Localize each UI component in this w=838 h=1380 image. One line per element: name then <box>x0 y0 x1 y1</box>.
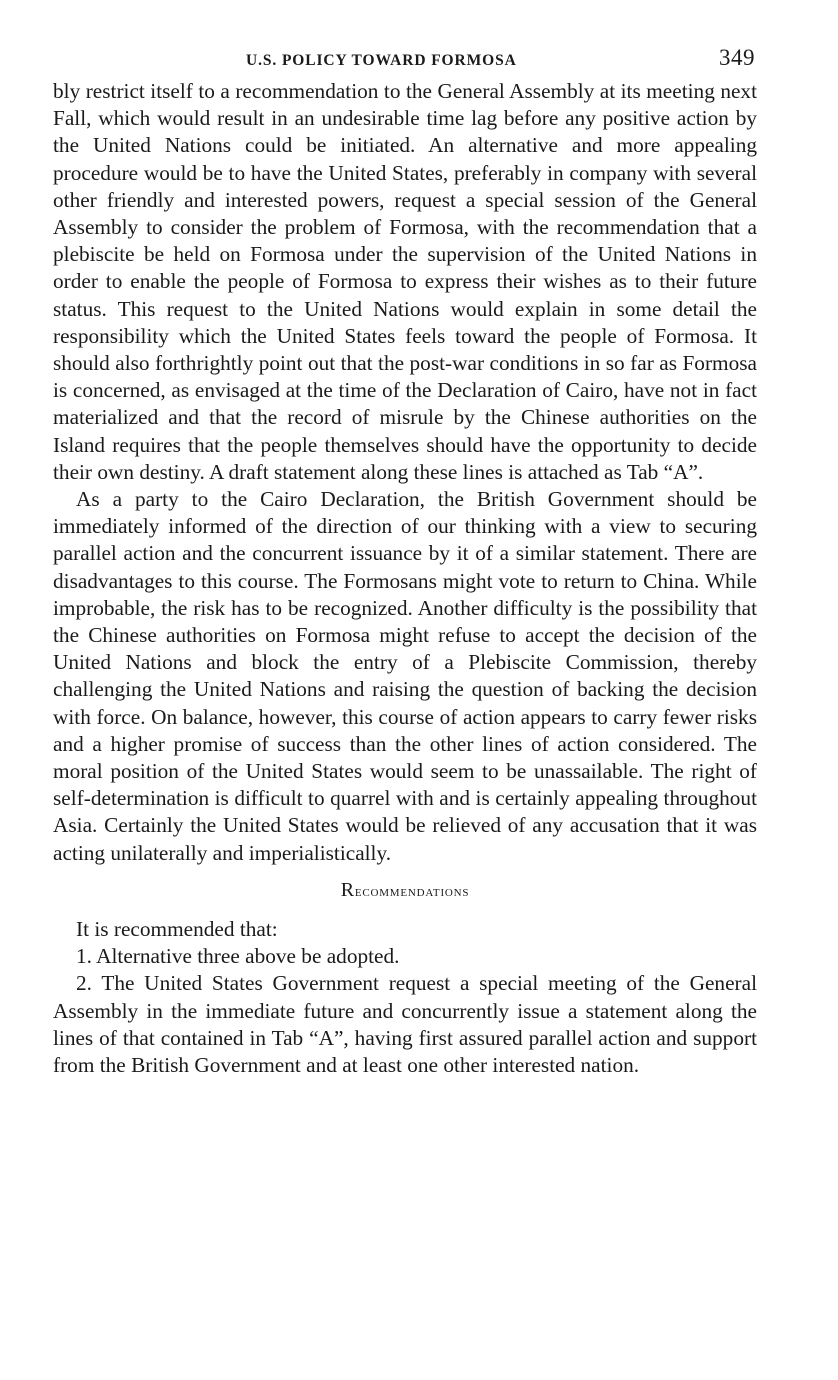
body-paragraph-1: bly restrict itself to a recommendation to the General Assembly at its meeting next Fall, which would result in an undesirable time lag before any positive action by the United Nations could be initiated. An alternative and more appealing procedure would be to have the United States, preferably in company with several other friendly and interested powers, request a special session of the General Assembly to consider the problem of Formosa, with the recommendation that a plebiscite be held on Formosa under the supervision of the United Nations in order to enable the people of Formosa to express their wishes as to their future status. This request to the United Nations would explain in some detail the responsibility which the United States feels toward the people of Formosa. It should also forthrightly point out that the post-war conditions in so far as Formosa is concerned, as envisaged at the time of the Declaration of Cairo, have not in fact materialized and that the record of misrule by the Chinese authorities on the Island requires that the people themselves should have the opportunity to decide their own destiny. A draft statement along these lines is attached as Tab “A”. <box>53 79 757 484</box>
recommendations-heading <box>53 880 757 902</box>
recommendations-intro: It is recommended that: <box>76 916 278 941</box>
document-page <box>53 44 757 1079</box>
running-head <box>53 44 757 78</box>
running-title: U.S. POLICY TOWARD FORMOSA <box>246 52 517 69</box>
recommendation-item-1: 1. Alternative three above be adopted. <box>76 944 400 969</box>
body-paragraph-2: As a party to the Cairo Declaration, the British Government should be immediately informed of the direction of our thinking with a view to securing parallel action and the concurrent issuance by it of a similar statement. There are disadvantages to this course. The Formosans might vote to return to China. While improbable, the risk has to be recognized. Another difficulty is the possibility that the Chinese authorities on Formosa might refuse to accept the decision of the United Nations and block the entry of a Plebiscite Commission, thereby challenging the United Nations and raising the question of backing the decision with force. On balance, however, this course of action appears to carry fewer risks and a higher promise of success than the other lines of action considered. The moral position of the United States would seem to be unassailable. The right of self-determination is difficult to quarrel with and is certainly appealing throughout Asia. Certainly the United States would be relieved of any accusation that it was acting unilaterally and imperialistically. <box>53 487 757 865</box>
recommendations-heading-rest: ecommendations <box>354 882 470 900</box>
recommendation-item-2: 2. The United States Government request a special meeting of the General Assembly in the immediate future and concurrently issue a statement along the lines of that contained in Tab “A”, having first assured parallel action and support from the British Government and at least one other interested nation. <box>53 971 757 1077</box>
recommendations-heading-initial: R <box>340 878 355 901</box>
page-number: 349 <box>719 45 755 70</box>
